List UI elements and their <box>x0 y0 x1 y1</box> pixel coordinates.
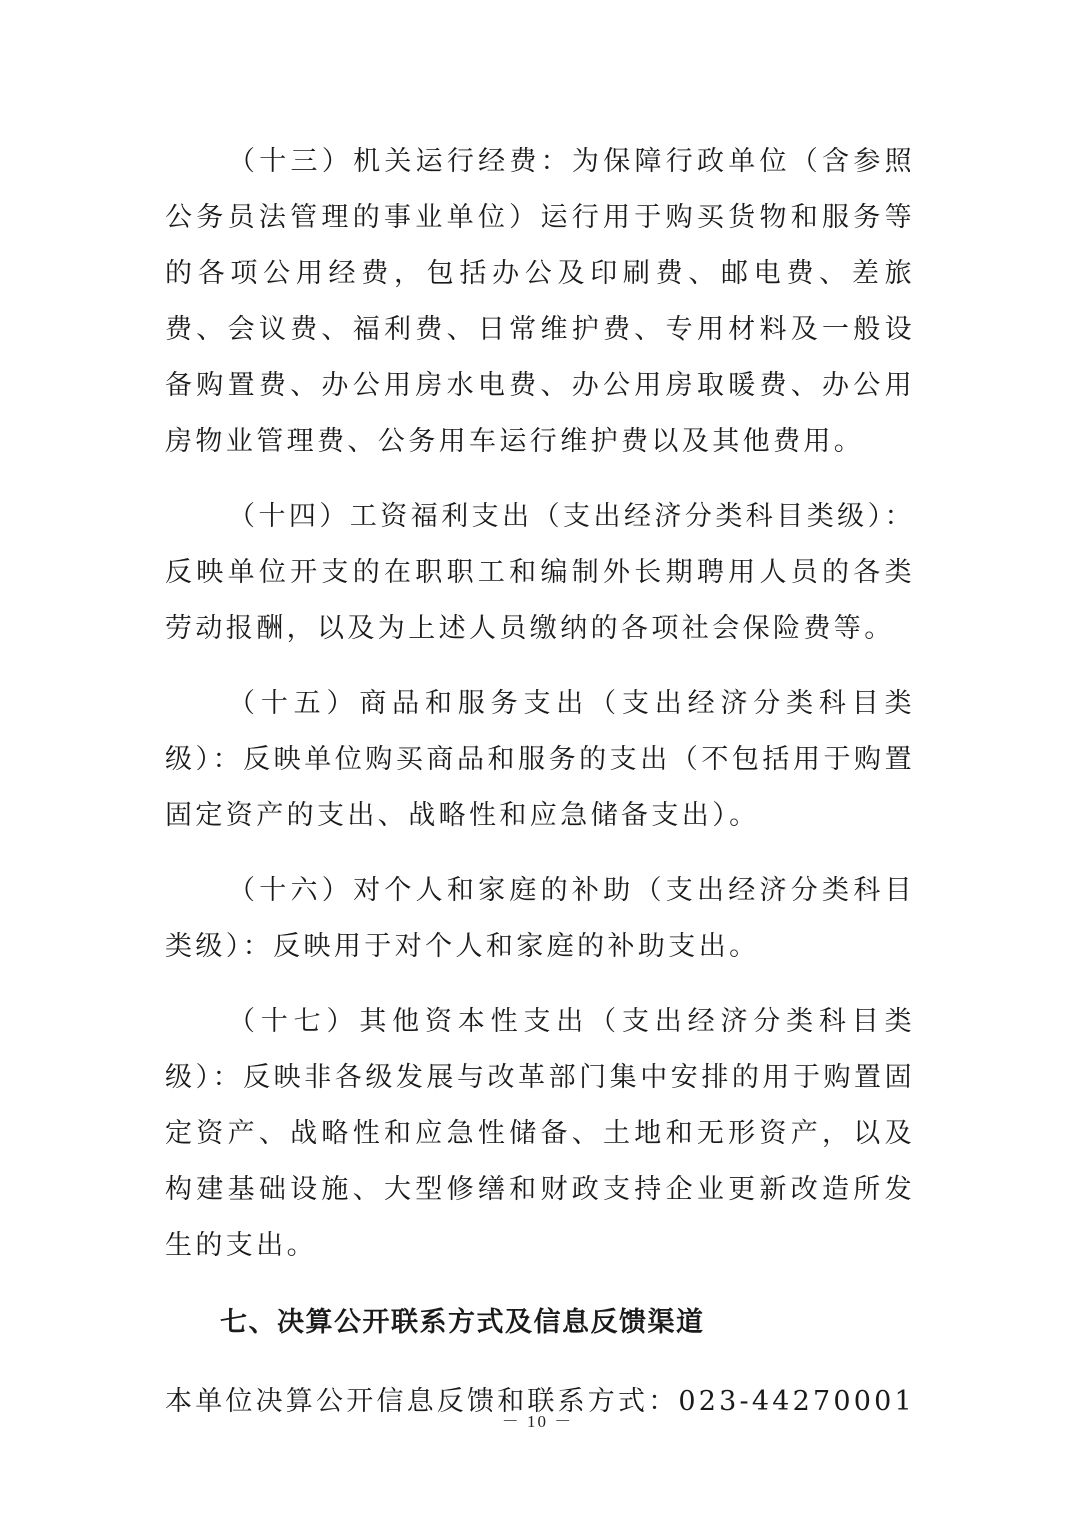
page-number: － 10 － <box>501 1412 574 1431</box>
paragraph-item-16: （十六）对个人和家庭的补助（支出经济分类科目类级）：反映用于对个人和家庭的补助支出。 <box>165 875 915 962</box>
page-body <box>165 134 915 1430</box>
contact-line: 本单位决算公开信息反馈和联系方式：023-44270001 <box>165 1386 915 1417</box>
paragraph-item-14: （十四）工资福利支出（支出经济分类科目类级）：反映单位开支的在职职工和编制外长期聘用人员的各类劳动报酬，以及为上述人员缴纳的各项社会保险费等。 <box>165 501 915 644</box>
paragraph-item-17: （十七）其他资本性支出（支出经济分类科目类级）：反映非各级发展与改革部门集中安排的用于购置固定资产、战略性和应急性储备、土地和无形资产，以及构建基础设施、大型修缮和财政支持企业更新改造所发生的支出。 <box>165 1006 915 1261</box>
paragraph-item-13: （十三）机关运行经费：为保障行政单位（含参照公务员法管理的事业单位）运行用于购买货物和服务等的各项公用经费，包括办公及印刷费、邮电费、差旅费、会议费、福利费、日常维护费、专用材料及一般设备购置费、办公用房水电费、办公用房取暖费、办公用房物业管理费、公务用车运行维护费以及其他费用。 <box>165 146 915 457</box>
section-heading: 七、决算公开联系方式及信息反馈渠道 <box>220 1307 705 1338</box>
paragraph-item-15: （十五）商品和服务支出（支出经济分类科目类级）：反映单位购买商品和服务的支出（不包括用于购置固定资产的支出、战略性和应急储备支出）。 <box>165 688 915 831</box>
